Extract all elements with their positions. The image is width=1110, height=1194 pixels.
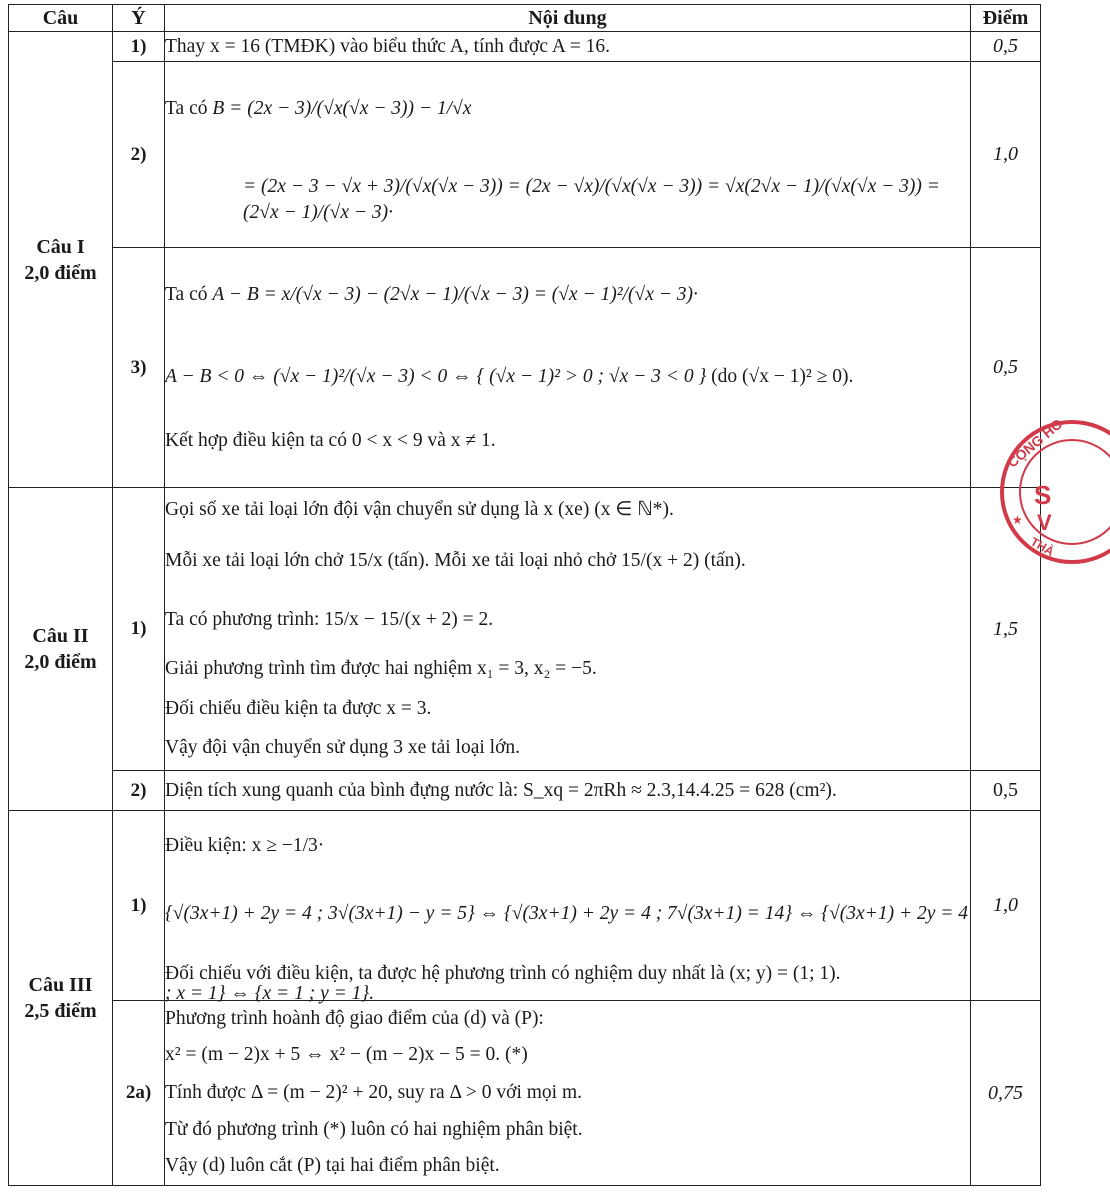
cau3-y1-line3: Đối chiếu với điều kiện, ta được hệ phương trình có nghiệm duy nhất là (x; y) = (1; 1).	[165, 962, 841, 984]
stamp-text-bottom: THÀ	[1028, 534, 1057, 559]
official-stamp-seal	[990, 412, 1110, 572]
cau3-y2a-line: Từ đó phương trình (*) luôn có hai nghiệm phân biệt.	[165, 1119, 583, 1140]
table-row	[9, 488, 1041, 771]
cau2-y1-content	[165, 488, 971, 771]
cau2-y2-diem: 0,5	[971, 771, 1041, 811]
cau3-label: Câu III	[28, 974, 93, 996]
cau3-y1-diem: 1,0	[993, 894, 1018, 916]
cau1-y3-math1: A − B = x/(√x − 3) − (2√x − 1)/(√x − 3) = (√x − 1)²/(√x − 3)·	[212, 283, 698, 305]
cau3-y2a-line: Phương trình hoành độ giao điểm của (d) và (P):	[165, 1008, 544, 1029]
cau1-y3-note: (do (√x − 1)² ≥ 0).	[711, 365, 854, 387]
cau2-y1-line: Gọi số xe tải loại lớn đội vận chuyển sử dụng là x (xe) (x ∈ ℕ*).	[165, 499, 674, 520]
cau2-y1-line: Giải phương trình tìm được hai nghiệm x₁ = 3, x₂ = −5.	[165, 658, 597, 679]
cau1-y3-label: 3)	[113, 248, 165, 488]
cau2-y1-line: Đối chiếu điều kiện ta được x = 3.	[165, 698, 432, 719]
cau2-y1-line: Ta có phương trình: 15/x − 15/(x + 2) = 2.	[165, 609, 494, 630]
stamp-star: ★	[1012, 513, 1023, 527]
cau1-points: 2,0 điểm	[24, 261, 97, 284]
cau2-y2-text: Diện tích xung quanh của bình đựng nước là: S_xq = 2πRh ≈ 2.3,14.4.25 = 628 (cm²).	[165, 771, 971, 811]
cau1-y2-math1: B = (2x − 3)/(√x(√x − 3)) − 1/√x	[212, 97, 472, 119]
cau1-y2-line2	[165, 174, 970, 226]
header-y: Ý	[113, 5, 165, 32]
cau1-y3-prefix: Ta có	[165, 283, 208, 305]
cau2-cell	[9, 488, 113, 811]
cau1-y1-label: 1)	[113, 32, 165, 62]
cau1-cell	[9, 32, 113, 488]
cau3-points: 2,5 điểm	[24, 1000, 97, 1022]
cau2-y1-label: 1)	[113, 488, 165, 771]
cau1-y3-math2: A − B < 0 ⇔ (√x − 1)²/(√x − 3) < 0 ⇔ { (√x − 1)² > 0 ; √x − 3 < 0 }	[165, 365, 707, 387]
cau3-y2a-diem-cell	[971, 1001, 1041, 1186]
answer-key-table	[8, 4, 1041, 1186]
cau2-y2-label: 2)	[113, 771, 165, 811]
table-row	[9, 1001, 1041, 1186]
table-row	[9, 248, 1041, 488]
cau3-y2a-line: x² = (m − 2)x + 5 ⇔ x² − (m − 2)x − 5 = 0. (*)	[165, 1044, 528, 1065]
cau1-y3-line1	[165, 282, 970, 308]
cau3-y1-line2: {√(3x+1) + 2y = 4 ; 3√(3x+1) − y = 5} ⇔ {√(3x+1) + 2y = 4 ; 7√(3x+1) = 14} ⇔ {√(3x+1) + 2y = 4 ; x = 1} ⇔ {x = 1 ; y = 1}.	[165, 902, 969, 1004]
stamp-text-top: CỘNG HO	[1003, 415, 1066, 471]
stamp-text-v: V	[1037, 510, 1052, 535]
cau1-y2-math2: = (2x − 3 − √x + 3)/(√x(√x − 3)) = (2x − √x)/(√x(√x − 3)) = √x(2√x − 1)/(√x(√x − 3)) = (2√x − 1)/(√x − 3)·	[243, 175, 940, 223]
cau2-points: 2,0 điểm	[24, 651, 97, 673]
cau3-y2a-content	[165, 1001, 971, 1186]
table-row	[9, 62, 1041, 248]
cau1-y3-line3: Kết hợp điều kiện ta có 0 < x < 9 và x ≠ 1.	[165, 429, 496, 451]
cau2-label: Câu II	[32, 625, 89, 647]
cau3-y1-label: 1)	[113, 811, 165, 1001]
table-row	[9, 811, 1041, 1001]
cau3-y2a-line: Vậy (d) luôn cắt (P) tại hai điểm phân biệt.	[165, 1155, 500, 1176]
cau1-y2-label: 2)	[113, 62, 165, 248]
header-diem: Điểm	[971, 5, 1041, 32]
cau1-y2-prefix: Ta có	[165, 97, 208, 119]
cau2-y1-line: Vậy đội vận chuyển sử dụng 3 xe tải loại lớn.	[165, 737, 521, 758]
cau1-y1-text: Thay x = 16 (TMĐK) vào biểu thức A, tính được A = 16.	[165, 32, 971, 62]
cau3-y1-line1: Điều kiện: x ≥ −1/3·	[165, 834, 325, 856]
cau1-y2-line1	[165, 96, 970, 122]
cau3-y1-content	[165, 811, 971, 1004]
cau1-y2-diem-cell	[971, 62, 1041, 248]
cau1-y3-content	[165, 248, 971, 488]
cau1-y3-diem: 0,5	[993, 356, 1018, 378]
cau1-y1-diem: 0,5	[971, 32, 1041, 62]
header-cau: Câu	[9, 5, 113, 32]
cau3-y2a-line: Tính được Δ = (m − 2)² + 20, suy ra Δ > 0 với mọi m.	[165, 1082, 583, 1103]
cau3-y2a-diem: 0,75	[988, 1081, 1023, 1104]
cau1-y3-line2	[165, 364, 970, 390]
cau1-y2-diem: 1,0	[993, 143, 1018, 165]
cau1-y2-content	[165, 62, 971, 248]
cau3-cell	[9, 811, 113, 1186]
stamp-text-mid: S	[1034, 480, 1052, 510]
answer-table-sheet	[8, 4, 1040, 1188]
table-row	[9, 771, 1041, 811]
cau3-y2a-label: 2a)	[113, 1001, 165, 1186]
cau2-y1-diem: 1,5	[993, 617, 1018, 640]
cau3-y1-diem-cell	[971, 811, 1041, 1001]
header-noi-dung: Nội dung	[165, 5, 971, 32]
cau1-label: Câu I	[36, 235, 85, 258]
table-row	[9, 32, 1041, 62]
table-header-row	[9, 5, 1041, 32]
cau2-y1-line: Mỗi xe tải loại lớn chở 15/x (tấn). Mỗi xe tải loại nhỏ chở 15/(x + 2) (tấn).	[165, 550, 746, 571]
